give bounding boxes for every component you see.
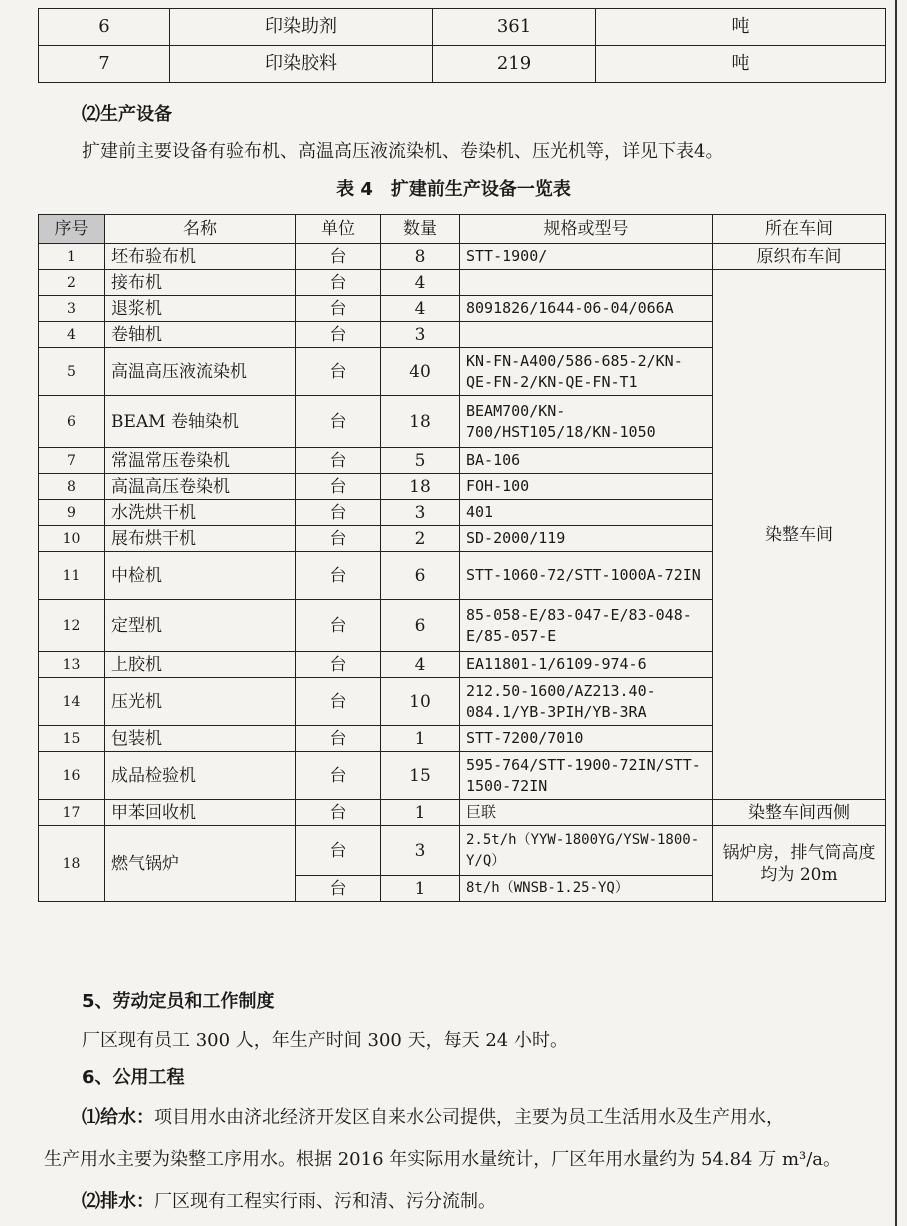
equipment-qty: 40: [381, 348, 460, 396]
equipment-model: 401: [460, 500, 713, 526]
equipment-unit: 台: [296, 800, 381, 826]
equipment-unit: 台: [296, 826, 381, 876]
row-number: 7: [39, 448, 105, 474]
row-number: 14: [39, 678, 105, 726]
equipment-unit: 台: [296, 474, 381, 500]
header-name: 名称: [105, 215, 296, 244]
equipment-qty: 1: [381, 726, 460, 752]
equipment-qty: 10: [381, 678, 460, 726]
equipment-name: 退浆机: [105, 296, 296, 322]
section6-title: 6、公用工程: [82, 1067, 185, 1088]
equipment-name: 展布烘干机: [105, 526, 296, 552]
equipment-model: 212.50-1600/AZ213.40-084.1/YB-3PIH/YB-3RA: [460, 678, 713, 726]
equipment-qty: 4: [381, 270, 460, 296]
material-unit: 吨: [596, 9, 886, 46]
material-amount: 219: [433, 46, 596, 83]
water-text-2: 生产用水主要为染整工序用水。根据 2016 年实际用水量统计，厂区年用水量约为 54.84 万 m³/a。: [44, 1149, 842, 1170]
section5-title: 5、劳动定员和工作制度: [82, 991, 275, 1012]
equipment-model: BEAM700/KN-700/HST105/18/KN-1050: [460, 396, 713, 448]
row-number: 15: [39, 726, 105, 752]
equipment-name: 坯布验布机: [105, 244, 296, 270]
equipment-name: 甲苯回收机: [105, 800, 296, 826]
row-number: 12: [39, 600, 105, 652]
row-number: 13: [39, 652, 105, 678]
equipment-qty: 5: [381, 448, 460, 474]
page-edge-line: [895, 0, 897, 1226]
equipment-heading: ⑵生产设备: [82, 104, 172, 125]
row-number: 17: [39, 800, 105, 826]
equipment-unit: 台: [296, 876, 381, 902]
equipment-qty: 6: [381, 552, 460, 600]
table-row: [39, 244, 886, 270]
equipment-unit: 台: [296, 552, 381, 600]
equipment-qty: 15: [381, 752, 460, 800]
workshop-cell: 原织布车间: [713, 244, 886, 270]
equipment-unit: 台: [296, 600, 381, 652]
water-label: ⑴给水：: [82, 1107, 154, 1128]
workshop-cell: 染整车间西侧: [713, 800, 886, 826]
header-no: 序号: [39, 215, 105, 244]
equipment-qty: 3: [381, 826, 460, 876]
equipment-qty: 18: [381, 474, 460, 500]
workshop-cell: 染整车间: [713, 270, 886, 800]
workshop-cell: 锅炉房，排气筒高度均为 20m: [713, 826, 886, 902]
row-number: 6: [39, 396, 105, 448]
equipment-unit: 台: [296, 296, 381, 322]
header-workshop: 所在车间: [713, 215, 886, 244]
equipment-model: 8t/h（WNSB-1.25-YQ）: [460, 876, 713, 902]
equipment-unit: 台: [296, 678, 381, 726]
equipment-name: 卷轴机: [105, 322, 296, 348]
equipment-model: [460, 270, 713, 296]
equipment-model: KN-FN-A400/586-685-2/KN-QE-FN-2/KN-QE-FN-T1: [460, 348, 713, 396]
equipment-qty: 18: [381, 396, 460, 448]
equipment-name: 接布机: [105, 270, 296, 296]
equipment-table: [38, 214, 886, 902]
equipment-model: 595-764/STT-1900-72IN/STT-1500-72IN: [460, 752, 713, 800]
equipment-model: STT-1060-72/STT-1000A-72IN: [460, 552, 713, 600]
equipment-qty: 4: [381, 652, 460, 678]
equipment-qty: 1: [381, 800, 460, 826]
equipment-name: 高温高压卷染机: [105, 474, 296, 500]
water-supply-line: [82, 1103, 784, 1129]
row-number: 2: [39, 270, 105, 296]
equipment-name: 水洗烘干机: [105, 500, 296, 526]
equipment-unit: 台: [296, 726, 381, 752]
equipment-qty: 3: [381, 500, 460, 526]
equipment-unit: 台: [296, 526, 381, 552]
equipment-qty: 1: [381, 876, 460, 902]
row-number: 7: [39, 46, 170, 83]
equipment-model: SD-2000/119: [460, 526, 713, 552]
equipment-model: 2.5t/h（YYW-1800YG/YSW-1800-Y/Q）: [460, 826, 713, 876]
equipment-name: BEAM 卷轴染机: [105, 396, 296, 448]
table-row: [39, 9, 886, 46]
equipment-qty: 3: [381, 322, 460, 348]
material-name: 印染助剂: [170, 9, 433, 46]
equipment-unit: 台: [296, 500, 381, 526]
table-row: [39, 800, 886, 826]
equipment-model: 8091826/1644-06-04/066A: [460, 296, 713, 322]
equipment-unit: 台: [296, 348, 381, 396]
table-caption: 表 4 扩建前生产设备一览表: [336, 179, 571, 200]
drainage-line: [82, 1187, 496, 1213]
section5-text: 厂区现有员工 300 人，年生产时间 300 天，每天 24 小时。: [82, 1030, 568, 1051]
equipment-qty: 4: [381, 296, 460, 322]
row-number: 5: [39, 348, 105, 396]
equipment-model: EA11801-1/6109-974-6: [460, 652, 713, 678]
material-unit: 吨: [596, 46, 886, 83]
equipment-model: STT-7200/7010: [460, 726, 713, 752]
material-table: [38, 8, 886, 83]
equipment-name: 成品检验机: [105, 752, 296, 800]
equipment-model: 85-058-E/83-047-E/83-048-E/85-057-E: [460, 600, 713, 652]
equipment-name: 包装机: [105, 726, 296, 752]
row-number: 9: [39, 500, 105, 526]
equipment-model: BA-106: [460, 448, 713, 474]
equipment-name: 中检机: [105, 552, 296, 600]
material-amount: 361: [433, 9, 596, 46]
equipment-unit: 台: [296, 448, 381, 474]
header-model: 规格或型号: [460, 215, 713, 244]
equipment-name: 压光机: [105, 678, 296, 726]
table-row: [39, 826, 886, 876]
material-name: 印染胶料: [170, 46, 433, 83]
equipment-unit: 台: [296, 322, 381, 348]
header-unit: 单位: [296, 215, 381, 244]
drain-text: 厂区现有工程实行雨、污和清、污分流制。: [154, 1191, 496, 1212]
table-row: [39, 270, 886, 296]
equipment-name: 高温高压液流染机: [105, 348, 296, 396]
row-number: 16: [39, 752, 105, 800]
row-number: 10: [39, 526, 105, 552]
row-number: 18: [39, 826, 105, 902]
drain-label: ⑵排水：: [82, 1191, 154, 1212]
equipment-qty: 6: [381, 600, 460, 652]
equipment-model: FOH-100: [460, 474, 713, 500]
header-qty: 数量: [381, 215, 460, 244]
row-number: 3: [39, 296, 105, 322]
row-number: 6: [39, 9, 170, 46]
equipment-unit: 台: [296, 244, 381, 270]
equipment-unit: 台: [296, 396, 381, 448]
equipment-model: 巨联: [460, 800, 713, 826]
equipment-name: 燃气锅炉: [105, 826, 296, 902]
table-header-row: [39, 215, 886, 244]
equipment-model: [460, 322, 713, 348]
equipment-qty: 8: [381, 244, 460, 270]
equipment-model: STT-1900/: [460, 244, 713, 270]
equipment-name: 常温常压卷染机: [105, 448, 296, 474]
equipment-unit: 台: [296, 752, 381, 800]
row-number: 8: [39, 474, 105, 500]
row-number: 4: [39, 322, 105, 348]
equipment-unit: 台: [296, 652, 381, 678]
equipment-qty: 2: [381, 526, 460, 552]
water-text-1: 项目用水由济北经济开发区自来水公司提供，主要为员工生活用水及生产用水，: [154, 1107, 784, 1128]
equipment-intro: 扩建前主要设备有验布机、高温高压液流染机、卷染机、压光机等，详见下表4。: [82, 141, 724, 162]
table-row: [39, 46, 886, 83]
row-number: 1: [39, 244, 105, 270]
row-number: 11: [39, 552, 105, 600]
equipment-name: 上胶机: [105, 652, 296, 678]
equipment-name: 定型机: [105, 600, 296, 652]
equipment-unit: 台: [296, 270, 381, 296]
